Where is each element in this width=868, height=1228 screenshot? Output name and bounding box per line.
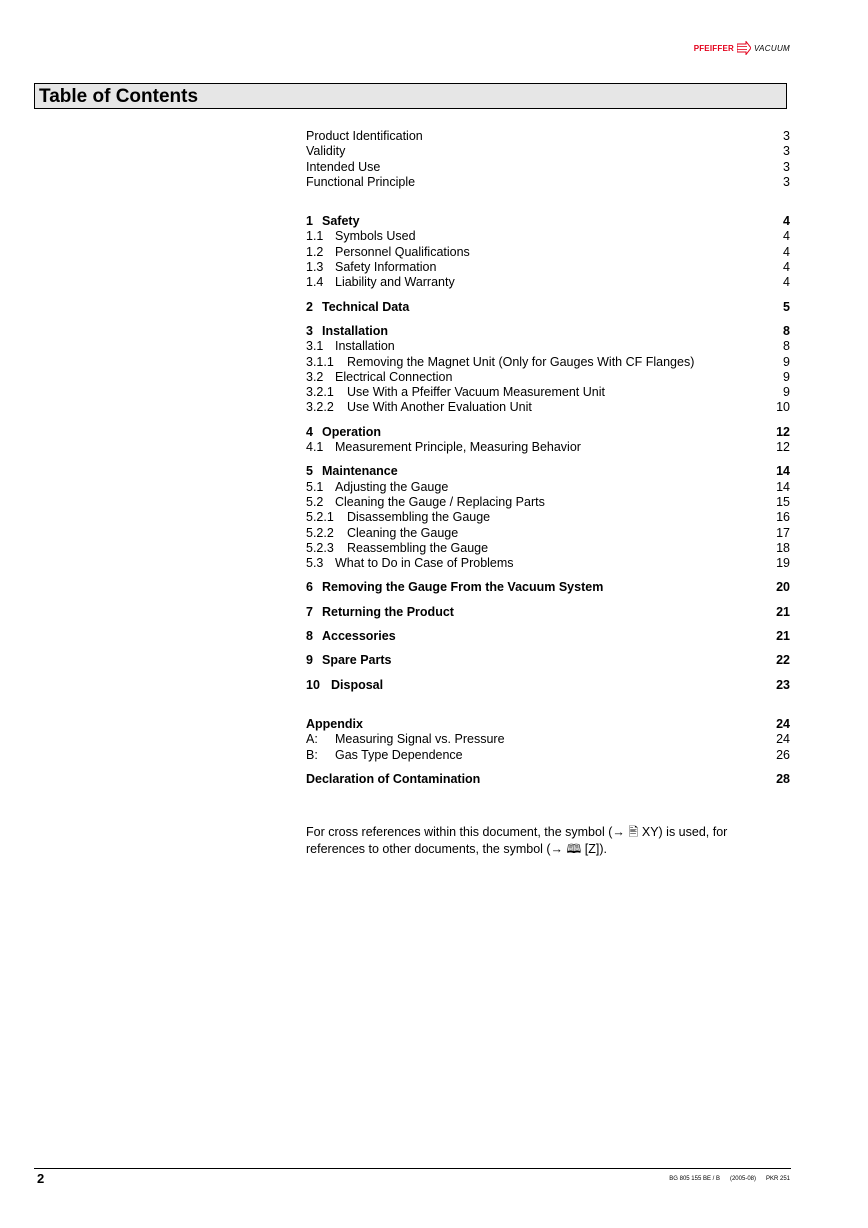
toc-spacer [306,596,790,605]
toc-entry[interactable] [306,717,790,732]
toc-entry[interactable] [306,732,790,747]
toc-entry[interactable] [306,400,790,415]
toc-entry-number: 3.2.1 [306,385,334,400]
toc-entry[interactable] [306,748,790,763]
toc-entry-title [306,370,452,385]
toc-entry-label: Disassembling the Gauge [347,510,491,525]
toc-entry-page: 3 [783,144,790,159]
doc-date: (2005-08) [729,1176,756,1182]
toc-entry-number: 5.3 [306,556,324,571]
footer-divider [34,1168,791,1169]
toc-entry-page: 24 [776,716,790,731]
toc-entry[interactable] [306,160,790,175]
toc-entry[interactable] [306,772,790,787]
toc-entry-label: Product Identification [306,129,423,143]
toc-entry-title [306,541,488,556]
toc-entry-label: Electrical Connection [335,369,453,384]
toc-entry-number: 5.2.2 [306,525,334,540]
toc-entry-label: Adjusting the Gauge [335,479,449,494]
toc-entry-page: 3 [783,159,790,174]
toc-entry[interactable] [306,678,790,693]
toc-entry-page: 4 [783,260,790,275]
toc-entry[interactable] [306,385,790,400]
toc-entry-label: Operation [322,424,382,439]
table-of-contents [306,129,790,787]
toc-entry-number: 1.3 [306,260,324,275]
toc-entry-title [306,440,581,455]
toc-spacer [306,644,790,653]
product-code: PKR 251 [765,1176,790,1182]
toc-entry-number: 8 [306,629,313,644]
toc-entry-label: Use With a Pfeiffer Vacuum Measurement Unit [347,385,605,400]
toc-entry-page: 16 [776,510,790,525]
toc-entry[interactable] [306,580,790,595]
toc-entry-label: Symbols Used [335,229,416,244]
toc-entry-page: 4 [783,244,790,259]
toc-entry-number: 3.2.2 [306,400,334,415]
toc-entry-label: Cleaning the Gauge / Replacing Parts [335,494,545,509]
toc-spacer [306,620,790,629]
brand-word: VACUUM [753,43,790,53]
toc-entry-page: 17 [776,525,790,540]
toc-entry-page: 3 [783,174,790,189]
toc-entry-label: Reassembling the Gauge [347,540,489,555]
toc-entry[interactable] [306,495,790,510]
toc-entry-page: 28 [776,771,790,786]
toc-entry-label: Use With Another Evaluation Unit [347,400,532,415]
toc-entry-title [306,480,448,495]
page-title-bar [34,83,787,109]
toc-entry-page: 21 [776,604,790,619]
toc-entry-title [306,324,388,339]
toc-entry-title [306,495,545,510]
toc-entry-title [306,229,416,244]
toc-entry-label: Measuring Signal vs. Pressure [335,732,505,747]
toc-entry[interactable] [306,480,790,495]
toc-entry-title [306,175,415,190]
toc-entry-page: 19 [776,556,790,571]
toc-spacer [306,455,790,464]
toc-entry-label: Installation [335,339,395,354]
toc-entry-title [306,245,470,260]
toc-entry[interactable] [306,653,790,668]
toc-entry[interactable] [306,275,790,290]
doc-ref: BG 805 155 BE / B [669,1176,720,1182]
toc-entry-number: 5.2.3 [306,540,334,555]
toc-spacer [306,416,790,425]
toc-entry-label: Safety Information [335,260,437,275]
toc-entry-label: Liability and Warranty [335,275,455,290]
toc-entry-page: 9 [783,369,790,384]
toc-entry-page: 3 [783,129,790,143]
toc-entry-title [306,160,380,175]
toc-entry-page: 23 [776,677,790,692]
toc-entry-title [306,355,694,370]
toc-entry-number: 7 [306,604,313,619]
toc-entry-title [306,300,409,315]
toc-entry-number: A: [306,732,318,747]
toc-entry-page: 8 [783,339,790,354]
toc-entry-number: 4 [306,424,313,439]
toc-entry-title [306,260,436,275]
toc-entry-page: 18 [776,540,790,555]
toc-entry-title [306,556,514,571]
toc-entry-label: Returning the Product [322,604,454,619]
toc-entry-number: 3.2 [306,369,324,384]
toc-entry-label: Intended Use [306,159,381,174]
toc-entry-label: Spare Parts [322,653,392,668]
toc-entry-number: B: [306,747,318,762]
note-line-1: For cross references within this document, the symbol (→ 🖹 XY) is used, for [306,825,728,839]
toc-entry[interactable] [306,541,790,556]
toc-entry-label: Installation [322,323,388,338]
toc-entry[interactable] [306,510,790,525]
toc-entry[interactable] [306,300,790,315]
toc-entry-label: Declaration of Contamination [306,771,481,786]
toc-spacer [306,571,790,580]
toc-entry-label: Accessories [322,629,396,644]
toc-entry-number: 9 [306,653,313,668]
toc-entry[interactable] [306,324,790,339]
toc-entry[interactable] [306,260,790,275]
toc-entry-number: 5.1 [306,479,324,494]
toc-entry-label: Technical Data [322,299,410,314]
cross-reference-note [306,824,776,857]
toc-entry-page: 12 [776,424,790,439]
toc-entry-label: Appendix [306,716,363,731]
toc-entry-title [306,214,360,229]
toc-entry-title [306,580,603,595]
toc-entry[interactable] [306,144,790,159]
toc-entry[interactable] [306,175,790,190]
toc-entry-number: 2 [306,299,313,314]
toc-entry-title [306,464,398,479]
toc-entry-number: 1.2 [306,244,324,259]
toc-entry-label: Safety [322,214,360,229]
toc-entry-title [306,339,395,354]
toc-entry-page: 15 [776,494,790,509]
toc-entry-title [306,748,463,763]
toc-entry-page: 4 [783,229,790,244]
toc-entry-title [306,629,396,644]
note-line-2: references to other documents, the symbol (→ 🕮 [Z]). [306,841,607,856]
toc-entry-number: 3 [306,323,313,338]
toc-entry-label: Removing the Magnet Unit (Only for Gauges With CF Flanges) [347,354,695,369]
toc-entry-number: 10 [306,677,320,692]
toc-entry-label: What to Do in Case of Problems [335,556,514,571]
toc-entry-label: Functional Principle [306,174,416,189]
toc-entry[interactable] [306,556,790,571]
toc-entry-page: 21 [776,629,790,644]
toc-entry-number: 4.1 [306,440,324,455]
toc-entry-number: 6 [306,580,313,595]
toc-entry[interactable] [306,526,790,541]
toc-entry-page: 8 [783,323,790,338]
toc-entry-label: Gas Type Dependence [335,747,463,762]
toc-entry-page: 14 [776,464,790,479]
toc-entry-title [306,129,423,144]
toc-entry-title [306,385,605,400]
toc-spacer [306,669,790,678]
toc-entry-page: 9 [783,354,790,369]
toc-entry[interactable] [306,245,790,260]
toc-entry[interactable] [306,370,790,385]
toc-entry-label: Measurement Principle, Measuring Behavior [335,440,581,455]
toc-spacer [306,190,790,214]
toc-entry-title [306,275,455,290]
toc-entry[interactable] [306,355,790,370]
toc-entry-label: Disposal [331,677,384,692]
toc-entry-page: 12 [776,440,790,455]
toc-entry-number: 5.2.1 [306,510,334,525]
toc-entry-title [306,144,345,159]
toc-spacer [306,693,790,717]
toc-entry-page: 4 [783,275,790,290]
toc-entry-title [306,678,383,693]
toc-spacer [306,763,790,772]
toc-entry-title [306,400,532,415]
pfeiffer-arrow-icon [737,41,751,55]
toc-entry-number: 1.1 [306,229,324,244]
toc-entry-number: 1 [306,214,313,229]
toc-entry-page: 20 [776,580,790,595]
toc-entry-page: 14 [776,479,790,494]
page-title: Table of Contents [39,86,199,107]
footer-reference [669,1176,790,1182]
toc-entry[interactable] [306,464,790,479]
toc-entry[interactable] [306,440,790,455]
toc-entry-number: 5 [306,464,313,479]
toc-entry-title [306,510,490,525]
toc-entry-label: Personnel Qualifications [335,244,470,259]
toc-entry-title [306,653,391,668]
toc-entry-number: 5.2 [306,494,324,509]
toc-entry-title [306,732,505,747]
toc-entry-title [306,425,381,440]
toc-entry[interactable] [306,425,790,440]
toc-entry-number: 3.1.1 [306,354,334,369]
toc-entry[interactable] [306,129,790,144]
page-number: 2 [37,1171,45,1186]
toc-entry-title [306,605,454,620]
toc-entry[interactable] [306,629,790,644]
toc-entry-number: 1.4 [306,275,324,290]
toc-entry[interactable] [306,605,790,620]
toc-entry-page: 9 [783,385,790,400]
toc-entry-title [306,526,458,541]
toc-entry-page: 10 [776,400,790,415]
toc-entry-number: 3.1 [306,339,324,354]
toc-entry-page: 26 [776,747,790,762]
toc-entry-label: Validity [306,144,346,159]
toc-entry-label: Maintenance [322,464,398,479]
toc-entry-title [306,717,363,732]
toc-entry[interactable] [306,229,790,244]
toc-entry[interactable] [306,214,790,229]
brand-logo [694,41,790,55]
toc-entry-page: 4 [783,214,790,229]
toc-spacer [306,315,790,324]
toc-entry-title [306,772,480,787]
toc-entry-label: Cleaning the Gauge [347,525,459,540]
toc-entry-label: Removing the Gauge From the Vacuum System [322,580,604,595]
toc-spacer [306,291,790,300]
brand-name: PFEIFFER [693,43,734,53]
toc-entry[interactable] [306,339,790,354]
toc-entry-page: 22 [776,653,790,668]
toc-entry-page: 24 [776,732,790,747]
toc-entry-page: 5 [783,299,790,314]
